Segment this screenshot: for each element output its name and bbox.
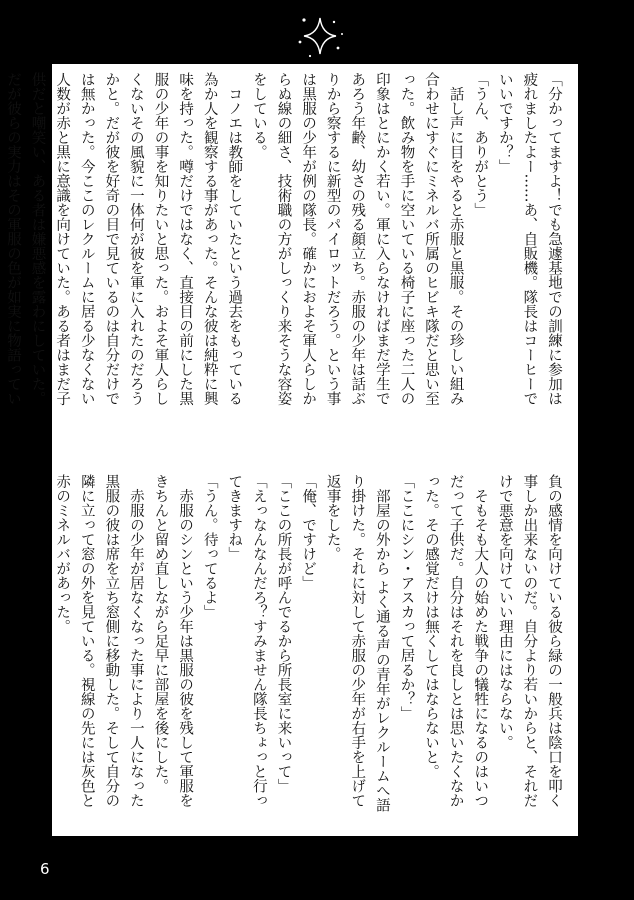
paragraph: そもそも大人の始めた戦争の犠牲になるのはいつだって子供だ。自分はそれを良しとは思いたくなかった。その感覚だけは無くしてはならないと。 bbox=[423, 474, 489, 808]
manuscript-page bbox=[4, 64, 578, 836]
paragraph: 赤服のシンという少年は黒服の彼を残して軍服をきちんと留め直しながら足早に部屋を後にした。 bbox=[152, 474, 194, 808]
paragraph: コノエは教師をしていたという過去をもっている為か人を観察する事があった。そんな彼は純粋に興味を持った。噂だけではなく、直接目の前にした黒服の少年の事を知りたいと思った。およそ軍人らしくないその風貌に一体何が彼を軍に入れたのだろうかと。だが彼を好奇の目で見ているのは自分だけでは無かった。今ここのレクルームに居る少なくない人数が赤と黒に意識を向けていた。ある者はまだ子供だと嘲笑い、ある者は嫌悪感を露わにしていた。だが彼らの実力はその軍服の色が如実に物語ってい bbox=[4, 72, 243, 406]
page-number: 6 bbox=[40, 860, 50, 878]
paragraph: 赤服の少年が居なくなった事により一人になった黒服の彼は席を立ち窓側に移動した。そして自分の隣に立って窓の外を見ている。視線の先には灰色と赤のミネルバがあった。 bbox=[54, 474, 144, 808]
text-column-top bbox=[4, 72, 566, 417]
paragraph: 「俺、ですけど」 bbox=[300, 474, 317, 590]
sparkle-ornament bbox=[294, 12, 346, 62]
paragraph: 話し声に目をやると赤服と黒服。その珍しい組み合わせにすぐにミネルバ所属のヒビキ隊だと思い至った。飲み物を手に空いている椅子に座った二人の印象はとにかく若い。軍に入らなければまだ学生であろう年齢、幼さの残る顔立ち。赤服の少年は話ぶりから察するに新型のパイロットだろう。という事は黒服の少年が例の隊長。確かにおよそ軍人らしからぬ線の細さ、技術職の方がしっくり来そうな容姿をしている。 bbox=[250, 72, 464, 406]
text-column-bottom bbox=[54, 474, 566, 819]
paragraph: 「ここの所長が呼んでるから所長室に来いって」 bbox=[275, 474, 292, 793]
paragraph: 「えっなんなんだろ？すみません隊長ちょっと行ってきますね」 bbox=[226, 474, 267, 808]
paragraph: 「うん、ありがとう」 bbox=[472, 72, 489, 217]
paragraph: 部屋の外から よく通る声の青年がレクルームへ語り掛けた。それに対して赤服の少年が右手を上げて返事をした。 bbox=[324, 474, 390, 813]
paragraph: 「ここにシン・アスカって居るか？」 bbox=[398, 474, 415, 721]
paragraph: 「うん。待ってるよ」 bbox=[201, 474, 218, 619]
paragraph: 負の感情を向けている彼ら緑の一般兵は陰口を叩く事しか出来ないのだ。自分より若いからと、それだけで悪意を向けていい理由にはならない。 bbox=[496, 474, 562, 808]
paragraph: 「分かってますよ！でも急遽基地での訓練に参加は疲れましたよー……あ、自販機。隊長はコーヒーでいいですか？」 bbox=[496, 72, 562, 406]
